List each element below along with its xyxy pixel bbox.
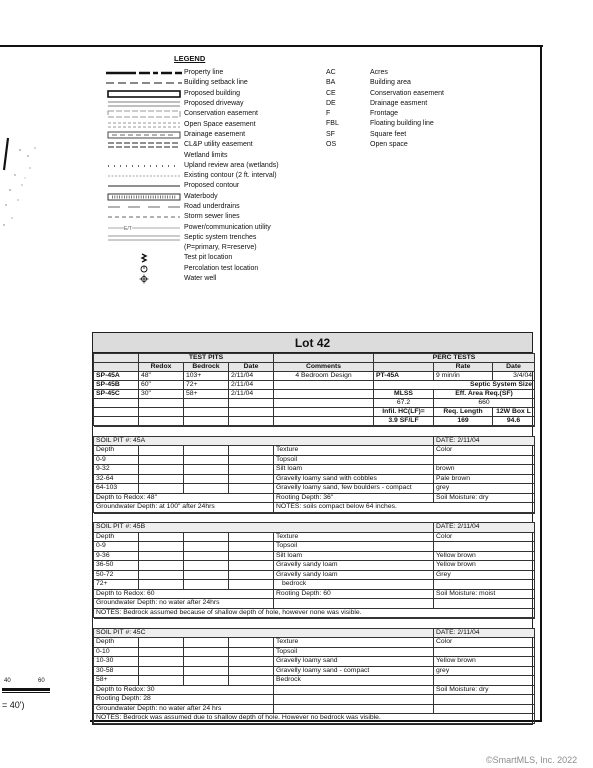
table-row: Groundwater Depth: at 100" after 24hrs NOTES: soils compact below 64 inches.	[94, 503, 535, 513]
table-row: SP-45C 30" 58+ 2/11/04 MLSS Eff. Area Req.(SF)	[94, 390, 535, 399]
utility-easement-symbol	[104, 140, 184, 150]
lot-title: Lot 42	[93, 333, 532, 353]
legend-item: Upland review area (wetlands)	[104, 161, 300, 171]
abbreviation-list	[326, 68, 486, 150]
abbreviation-row: CE Conservation easement	[326, 89, 444, 97]
table-row: Depth Texture Color	[94, 532, 535, 542]
water-well-icon	[104, 274, 184, 284]
table-row: SOIL PIT #: 45A DATE: 2/11/04	[94, 436, 535, 446]
legend-item: Water well	[104, 274, 300, 284]
table-row: 58+ Bedrock	[94, 676, 535, 686]
legend-item: Septic system trenches	[104, 233, 300, 243]
test-pit-table: TEST PITS PERC TESTS Redox Bedrock Date Comments Rate Date SP-45A 48" 103+ 2/11/04 4 Bedroom Design PT-45A 9 min/in 3/4/04 SP-45B 60" 72+ 2/11/04 Septic System Size SP-45C 30" 58+ 2/11/04 MLSS Eff. Area Req.(SF) 67.2 660 Infil. HC(LF)= Req. Length 12W Box L 3.9 SF/LF 169 94.6	[93, 353, 535, 426]
table-row: 0-9 Topsoil	[94, 455, 535, 465]
legend-item: Proposed driveway	[104, 99, 300, 109]
legend-item: Drainage easement	[104, 130, 300, 140]
legend-item: Proposed building	[104, 89, 300, 99]
abbreviation-row: F Frontage	[326, 110, 399, 118]
legend-item: Existing contour (2 ft. interval)	[104, 171, 300, 181]
table-row: 9-32 Silt loam brown	[94, 465, 535, 475]
table-row: 72+ bedrock	[94, 580, 535, 590]
scale-bar: 40 60 = 40')	[2, 676, 52, 716]
table-row: NOTES: Bedrock assumed because of shallow depth of hole, however none was visible.	[94, 608, 535, 618]
upland-review-symbol	[104, 161, 184, 171]
table-row: 9-36 Silt loam Yellow brown	[94, 551, 535, 561]
power-utility-label: E/T	[124, 225, 132, 232]
table-row: SP-45A 48" 103+ 2/11/04 4 Bedroom Design PT-45A 9 min/in 3/4/04	[94, 372, 535, 381]
legend-item: Road underdrains	[104, 202, 300, 212]
perc-test-icon	[104, 264, 184, 274]
legend-item: Waterbody	[104, 192, 300, 202]
lot-summary-table	[92, 332, 533, 725]
abbreviation-row: SF Square feet	[326, 130, 407, 138]
legend-item: Test pit location	[104, 253, 300, 263]
test-pit-icon	[104, 253, 184, 263]
table-row: 32-64 Gravelly loamy sand with cobbles Pale brown	[94, 474, 535, 484]
property-line-symbol	[104, 68, 184, 78]
table-row: Depth Texture Color	[94, 638, 535, 648]
proposed-contour-symbol	[104, 181, 184, 191]
test-pits-header: TEST PITS	[139, 354, 274, 363]
power-utility-symbol	[104, 223, 184, 233]
road-underdrains-symbol	[104, 202, 184, 212]
sheet-border-right	[540, 45, 542, 722]
table-row: 64-103 Gravelly loamy sand, few boulders - compact grey	[94, 484, 535, 494]
storm-sewer-symbol	[104, 212, 184, 222]
legend-item: (P=primary, R=reserve)	[184, 244, 257, 252]
table-row: SOIL PIT #: 45B DATE: 2/11/04	[94, 523, 535, 533]
legend-item: Percolation test location	[104, 264, 300, 274]
abbreviation-row: BA Building area	[326, 79, 411, 87]
legend-list	[104, 68, 300, 284]
table-row: 30-58 Gravelly loamy sand - compact grey	[94, 666, 535, 676]
abbreviation-row: FBL Floating building line	[326, 120, 434, 128]
table-row: 67.2 660	[94, 399, 535, 408]
perc-tests-header: PERC TESTS	[374, 354, 535, 363]
table-row: 50-72 Gravelly sandy loam Grey	[94, 570, 535, 580]
scale-ratio: = 40')	[2, 700, 25, 710]
legend-item: Storm sewer lines	[104, 212, 300, 222]
open-space-easement-symbol	[104, 120, 184, 130]
soil-pit-45c-table	[93, 618, 535, 724]
table-row: SOIL PIT #: 45C DATE: 2/11/04	[94, 628, 535, 638]
table-row: 0-9 Topsoil	[94, 542, 535, 552]
building-setback-line-symbol	[104, 78, 184, 88]
waterbody-symbol	[104, 192, 184, 202]
sheet-border-top	[0, 45, 543, 47]
proposed-driveway-symbol	[104, 99, 184, 109]
conservation-easement-symbol	[104, 109, 184, 119]
legend-item: Proposed contour	[104, 181, 300, 191]
table-row: Groundwater Depth: no water after 24 hrs	[94, 704, 535, 714]
copyright-watermark: ©SmartMLS, Inc. 2022	[486, 755, 578, 765]
septic-trenches-symbol	[104, 233, 184, 243]
table-row: 3.9 SF/LF 169 94.6	[94, 417, 535, 426]
abbreviation-row: AC Acres	[326, 69, 388, 76]
table-row: 36-50 Gravelly sandy loam Yellow brown	[94, 561, 535, 571]
table-row: SP-45B 60" 72+ 2/11/04 Septic System Size	[94, 381, 535, 390]
abbreviation-row: OS Open space	[326, 141, 408, 149]
legend-item: CL&P utility easement	[104, 140, 300, 150]
legend-item: Property line	[104, 68, 300, 78]
legend-item: Building setback line	[104, 78, 300, 88]
legend-title: LEGEND	[174, 54, 206, 63]
legend-item: Wetland limits	[184, 151, 228, 159]
table-row: Groundwater Depth: no water after 24hrs	[94, 599, 535, 609]
soil-pit-45b-table	[93, 513, 535, 619]
soil-pit-45a-table	[93, 426, 535, 513]
map-fragment	[0, 130, 45, 240]
table-row: Depth Texture Color	[94, 446, 535, 456]
table-row: 0-10 Topsoil	[94, 647, 535, 657]
table-row: Depth to Redox: 60 Rooting Depth: 60 Soil Moisture: moist	[94, 589, 535, 599]
drainage-easement-symbol	[104, 130, 184, 140]
table-row: Depth to Redox: 48" Rooting Depth: 36" Soil Moisture: dry	[94, 493, 535, 503]
table-row: Rooting Depth: 28	[94, 695, 535, 705]
legend-item: Open Space easement	[104, 119, 300, 129]
proposed-building-symbol	[104, 89, 184, 99]
legend-item: E/T Power/communication utility	[104, 222, 300, 232]
table-row: 10-30 Gravelly loamy sand Yellow brown	[94, 657, 535, 667]
table-row: Infil. HC(LF)= Req. Length 12W Box L	[94, 408, 535, 417]
table-row: Depth to Redox: 30 Soil Moisture: dry	[94, 685, 535, 695]
table-row: NOTES: Bedrock was assumed due to shallow depth of hole. However no bedrock was visible.	[94, 714, 535, 724]
abbreviation-row: DE Drainage easment	[326, 99, 428, 107]
legend-item: Conservation easement	[104, 109, 300, 119]
existing-contour-symbol	[104, 171, 184, 181]
